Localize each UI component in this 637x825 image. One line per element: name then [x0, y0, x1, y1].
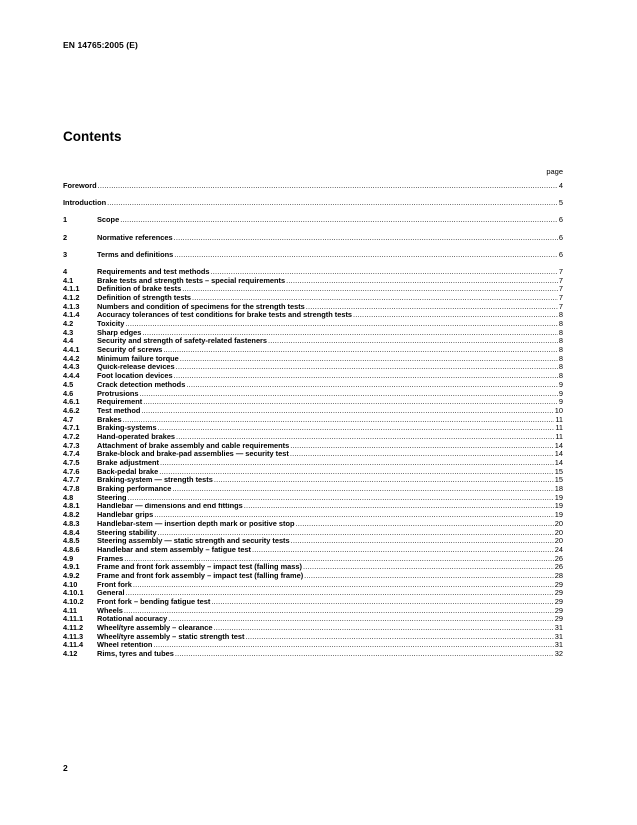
toc-entry-number: 4.6.1 [63, 398, 80, 407]
toc-entry-number: 4.4.2 [63, 354, 80, 363]
toc-dot-leader [158, 424, 555, 433]
toc-entry-title: Steering assembly — static strength and security tests [97, 537, 290, 546]
toc-entry-title: Accuracy tolerances of test conditions for brake tests and strength tests [97, 311, 353, 320]
toc-entry-title: Handlebar — dimensions and end fittings [97, 502, 243, 511]
toc-dot-leader [139, 390, 557, 399]
toc-entry-title: Steering [97, 493, 127, 502]
toc-entry-page: 14 [554, 441, 563, 450]
toc-entry-page: 7 [558, 276, 563, 285]
toc-entry-page: 29 [554, 598, 563, 607]
toc-entry-page: 14 [554, 459, 563, 468]
toc-entry[interactable] [63, 268, 563, 277]
toc-dot-leader [160, 459, 554, 468]
toc-entry-page: 11 [555, 424, 563, 433]
toc-entry-page: 29 [554, 580, 563, 589]
toc-entry[interactable] [63, 381, 563, 390]
toc-entry-number: 4.6 [63, 389, 74, 398]
toc-entry-page: 6 [558, 233, 563, 242]
toc-dot-leader [244, 503, 554, 512]
toc-dot-leader [143, 398, 558, 407]
toc-entry-title: Handlebar-stem — insertion depth mark or positive stop [97, 519, 295, 528]
toc-entry-page: 32 [554, 650, 563, 659]
toc-entry[interactable] [63, 251, 563, 260]
toc-entry-title: Frame and front fork assembly – impact test (falling frame) [97, 572, 304, 580]
toc-entry-number: 4.4 [63, 337, 74, 346]
toc-entry-number: 4.10.2 [63, 598, 84, 607]
toc-entry-page: 31 [554, 632, 563, 641]
toc-entry-page: 14 [554, 450, 563, 459]
toc-entry-page: 29 [554, 606, 563, 615]
toc-entry-number: 4.1.3 [63, 302, 80, 311]
toc-entry-number: 2 [63, 233, 68, 242]
toc-entry-number: 4.7.5 [63, 459, 80, 468]
toc-entry[interactable] [63, 563, 563, 572]
toc-entry-number: 4.11.2 [63, 624, 84, 633]
toc-entry-page: 20 [554, 537, 563, 546]
toc-entry-title: Requirement [97, 398, 143, 407]
toc-dot-leader [142, 329, 558, 338]
toc-entry-page: 31 [554, 641, 563, 650]
toc-dot-leader [159, 468, 554, 477]
toc-entry[interactable] [63, 346, 563, 355]
toc-entry-title: Test method [97, 406, 141, 415]
toc-entry-title: Introduction [63, 199, 107, 208]
toc-entry-number: 4.7.1 [63, 424, 80, 433]
toc-dot-leader [125, 320, 557, 329]
toc-entry[interactable] [63, 364, 563, 373]
toc-entry-number: 4.8.5 [63, 537, 80, 546]
toc-dot-leader [128, 494, 554, 503]
toc-entry-number: 4.5 [63, 380, 74, 389]
toc-dot-leader [124, 555, 553, 564]
toc-entry-page: 11 [555, 415, 563, 424]
toc-entry-page: 29 [554, 615, 563, 624]
toc-dot-leader [158, 529, 554, 538]
toc-entry[interactable] [63, 294, 563, 303]
toc-entry[interactable] [63, 607, 563, 616]
toc-dot-leader [174, 372, 558, 381]
toc-entry-number: 4.7.8 [63, 485, 80, 494]
toc-entry-page: 4 [558, 182, 563, 190]
toc-entry-page: 7 [558, 285, 563, 294]
toc-entry[interactable] [63, 442, 563, 451]
toc-entry[interactable] [63, 511, 563, 520]
toc-entry[interactable] [63, 450, 563, 459]
toc-dot-leader [120, 216, 558, 225]
toc-entry-title: Handlebar and stem assembly – fatigue test [97, 545, 252, 554]
toc-entry-page: 10 [554, 406, 563, 415]
toc-dot-leader [176, 364, 558, 373]
toc-entry[interactable] [63, 199, 563, 208]
toc-entry[interactable] [63, 303, 563, 312]
toc-entry[interactable] [63, 494, 563, 503]
toc-entry-title: General [97, 589, 125, 598]
toc-dot-leader [124, 607, 554, 616]
toc-entry-page: 19 [554, 493, 563, 502]
toc-entry[interactable] [63, 650, 563, 659]
toc-dot-leader [98, 182, 558, 191]
toc-entry-page: 8 [558, 337, 563, 346]
toc-dot-leader [174, 234, 558, 243]
toc-entry-title: Sharp edges [97, 328, 142, 337]
page-title: Contents [63, 129, 122, 144]
toc-entry-title: Wheel retention [97, 641, 153, 650]
toc-entry-page: 28 [554, 572, 563, 580]
toc-entry-title: Requirements and test methods [97, 267, 210, 276]
toc-entry[interactable] [63, 468, 563, 477]
toc-entry[interactable] [63, 182, 563, 191]
toc-entry-title: Brakes [97, 415, 122, 424]
toc-entry[interactable] [63, 398, 563, 407]
toc-dot-leader [286, 277, 558, 286]
toc-entry-title: Wheel/tyre assembly – clearance [97, 624, 213, 633]
toc-entry-page: 8 [558, 354, 563, 363]
toc-entry-page: 8 [558, 311, 563, 320]
toc-entry[interactable] [63, 234, 563, 243]
toc-entry-page: 24 [554, 545, 563, 554]
toc-entry-title: Foreword [63, 182, 97, 190]
toc-entry-number: 4.9.2 [63, 572, 80, 580]
toc-entry-number: 4.8.4 [63, 528, 80, 537]
toc-entry-number: 4.11.3 [63, 632, 84, 641]
toc-entry-title: Front fork [97, 580, 132, 589]
toc-entry-number: 4.2 [63, 320, 74, 329]
toc-entry-page: 8 [558, 363, 563, 372]
toc-entry-page: 19 [554, 502, 563, 511]
toc-entry-number: 4.7.2 [63, 433, 80, 441]
toc-entry-page: 29 [554, 589, 563, 598]
toc-entry-title: Definition of brake tests [97, 285, 182, 294]
toc-entry-title: Attachment of brake assembly and cable requirements [97, 441, 290, 450]
table-of-contents [63, 182, 563, 659]
toc-dot-leader [154, 511, 554, 520]
toc-entry-number: 4.10 [63, 580, 78, 589]
toc-entry[interactable] [63, 529, 563, 538]
toc-entry[interactable] [63, 624, 563, 633]
toc-entry[interactable] [63, 372, 563, 381]
toc-entry[interactable] [63, 589, 563, 598]
toc-entry-page: 8 [558, 346, 563, 355]
toc-entry-number: 4.7.6 [63, 467, 80, 476]
toc-dot-leader [163, 346, 558, 355]
toc-entry-page: 8 [558, 328, 563, 337]
toc-dot-leader [211, 268, 558, 277]
toc-dot-leader [211, 598, 553, 607]
toc-entry-number: 4 [63, 267, 68, 276]
toc-entry-page: 8 [558, 372, 563, 381]
toc-entry-page: 6 [558, 216, 563, 225]
toc-entry-title: Quick-release devices [97, 363, 175, 372]
toc-entry-title: Braking performance [97, 485, 172, 494]
toc-entry-title: Toxicity [97, 320, 125, 329]
toc-dot-leader [182, 285, 558, 294]
toc-entry-number: 4.4.3 [63, 363, 80, 372]
toc-entry[interactable] [63, 537, 563, 546]
toc-entry-title: Brake tests and strength tests – special requirements [97, 276, 286, 285]
toc-entry[interactable] [63, 320, 563, 329]
toc-dot-leader [176, 433, 554, 442]
toc-entry-title: Wheels [97, 606, 123, 615]
toc-entry-page: 6 [558, 250, 563, 259]
toc-entry-number: 4.10.1 [63, 589, 84, 598]
toc-entry-title: Handlebar grips [97, 511, 154, 520]
toc-entry-page: 26 [554, 563, 563, 572]
toc-entry-number: 4.8.1 [63, 502, 80, 511]
toc-entry-number: 4.9.1 [63, 563, 80, 572]
toc-entry[interactable] [63, 390, 563, 399]
toc-entry-page: 18 [554, 485, 563, 494]
toc-entry-number: 4.8.2 [63, 511, 80, 520]
toc-entry-number: 4.4.1 [63, 346, 80, 355]
toc-entry-page: 20 [554, 519, 563, 528]
toc-entry-page: 8 [558, 320, 563, 329]
toc-entry[interactable] [63, 285, 563, 294]
toc-dot-leader [186, 381, 558, 390]
toc-entry-number: 4.8.6 [63, 545, 80, 554]
toc-entry-number: 4.7.4 [63, 450, 80, 459]
toc-entry[interactable] [63, 416, 563, 425]
toc-entry-number: 4.11.4 [63, 641, 84, 650]
toc-entry[interactable] [63, 633, 563, 642]
toc-entry-page: 9 [558, 398, 563, 407]
toc-dot-leader [175, 650, 554, 659]
toc-dot-leader [133, 581, 554, 590]
toc-entry-title: Brake adjustment [97, 459, 160, 468]
toc-entry[interactable] [63, 581, 563, 590]
toc-entry-number: 4.11.1 [63, 615, 84, 624]
toc-entry[interactable] [63, 520, 563, 529]
toc-entry[interactable] [63, 277, 563, 286]
toc-dot-leader [268, 337, 558, 346]
toc-entry-number: 4.1.4 [63, 311, 80, 320]
toc-entry[interactable] [63, 424, 563, 433]
toc-entry-page: 7 [558, 294, 563, 302]
toc-entry-number: 4.1.2 [63, 294, 80, 302]
toc-entry-page: 15 [554, 467, 563, 476]
page-column-label: page [546, 167, 563, 176]
toc-entry-page: 11 [555, 433, 563, 441]
toc-dot-leader [172, 485, 553, 494]
toc-entry-page: 26 [554, 554, 563, 563]
toc-entry-number: 4.9 [63, 554, 74, 563]
toc-entry[interactable] [63, 407, 563, 416]
toc-entry-title: Foot location devices [97, 372, 173, 381]
toc-dot-leader [213, 624, 553, 633]
toc-entry-title: Wheel/tyre assembly – static strength test [97, 632, 245, 641]
toc-entry[interactable] [63, 642, 563, 651]
toc-entry-title: Back-pedal brake [97, 467, 159, 476]
toc-entry[interactable] [63, 503, 563, 512]
toc-dot-leader [290, 450, 554, 459]
toc-entry-number: 4.11 [63, 606, 77, 615]
toc-entry[interactable] [63, 433, 563, 442]
toc-dot-leader [192, 294, 558, 303]
toc-entry[interactable] [63, 459, 563, 468]
toc-entry[interactable] [63, 572, 563, 581]
toc-entry[interactable] [63, 615, 563, 624]
toc-dot-leader [252, 546, 554, 555]
toc-entry-title: Steering stability [97, 528, 157, 537]
toc-entry[interactable] [63, 337, 563, 346]
toc-entry-page: 20 [554, 528, 563, 537]
toc-dot-leader [245, 633, 553, 642]
document-standard-header: EN 14765:2005 (E) [63, 40, 138, 50]
toc-entry-title: Braking-system — strength tests [97, 476, 213, 485]
toc-entry[interactable] [63, 485, 563, 494]
toc-dot-leader [107, 199, 558, 208]
toc-entry-title: Definition of strength tests [97, 294, 192, 302]
toc-entry-number: 4.12 [63, 650, 78, 659]
toc-dot-leader [168, 615, 554, 624]
toc-dot-leader [296, 520, 554, 529]
toc-entry-title: Hand-operated brakes [97, 433, 176, 441]
toc-dot-leader [174, 251, 558, 260]
toc-dot-leader [306, 303, 558, 312]
toc-entry-number: 4.6.2 [63, 406, 80, 415]
toc-entry[interactable] [63, 555, 563, 564]
toc-dot-leader [290, 442, 554, 451]
toc-entry-page: 5 [558, 199, 563, 208]
toc-entry[interactable] [63, 546, 563, 555]
toc-entry-title: Braking-systems [97, 424, 157, 433]
page-number: 2 [63, 763, 68, 773]
toc-entry-page: 7 [558, 302, 563, 311]
toc-entry-page: 19 [554, 511, 563, 520]
toc-entry-title: Minimum failure torque [97, 354, 179, 363]
toc-entry[interactable] [63, 216, 563, 225]
toc-entry-number: 4.8.3 [63, 519, 80, 528]
toc-entry-number: 4.3 [63, 328, 74, 337]
toc-entry-title: Rotational accuracy [97, 615, 168, 624]
toc-dot-leader [214, 476, 554, 485]
toc-entry-title: Brake-block and brake-pad assemblies — security test [97, 450, 289, 459]
toc-dot-leader [123, 416, 555, 425]
toc-dot-leader [291, 537, 554, 546]
toc-entry[interactable] [63, 311, 563, 320]
toc-entry-title: Security and strength of safety-related fasteners [97, 337, 268, 346]
toc-entry-number: 4.1.1 [63, 285, 80, 294]
toc-entry-number: 1 [63, 216, 68, 225]
toc-entry-number: 4.8 [63, 493, 74, 502]
toc-entry-title: Rims, tyres and tubes [97, 650, 174, 659]
toc-entry[interactable] [63, 355, 563, 364]
toc-entry-title: Frame and front fork assembly – impact test (falling mass) [97, 563, 302, 572]
toc-dot-leader [153, 642, 553, 651]
toc-dot-leader [304, 572, 554, 581]
toc-entry-title: Normative references [97, 233, 173, 242]
toc-entry-title: Scope [97, 216, 120, 225]
toc-dot-leader [126, 589, 554, 598]
toc-entry-number: 4.4.4 [63, 372, 80, 381]
toc-entry[interactable] [63, 598, 563, 607]
toc-entry[interactable] [63, 329, 563, 338]
toc-entry-page: 9 [558, 380, 563, 389]
toc-entry-title: Frames [97, 554, 124, 563]
toc-entry-number: 4.7.7 [63, 476, 80, 485]
toc-entry-number: 4.7.3 [63, 441, 80, 450]
toc-entry-number: 4.1 [63, 276, 74, 285]
toc-dot-leader [180, 355, 558, 364]
toc-entry-number: 3 [63, 250, 68, 259]
toc-entry-page: 31 [554, 624, 563, 633]
toc-dot-leader [303, 563, 554, 572]
toc-dot-leader [353, 311, 558, 320]
toc-entry-page: 9 [558, 389, 563, 398]
toc-entry-title: Numbers and condition of specimens for the strength tests [97, 302, 305, 311]
toc-entry-number: 4.7 [63, 415, 74, 424]
toc-entry-title: Security of screws [97, 346, 163, 355]
toc-entry-page: 15 [554, 476, 563, 485]
toc-entry-title: Crack detection methods [97, 380, 186, 389]
toc-entry[interactable] [63, 476, 563, 485]
toc-entry-title: Front fork – bending fatigue test [97, 598, 211, 607]
toc-dot-leader [141, 407, 553, 416]
toc-entry-title: Terms and definitions [97, 250, 174, 259]
toc-entry-page: 7 [558, 267, 563, 276]
toc-entry-title: Protrusions [97, 389, 139, 398]
